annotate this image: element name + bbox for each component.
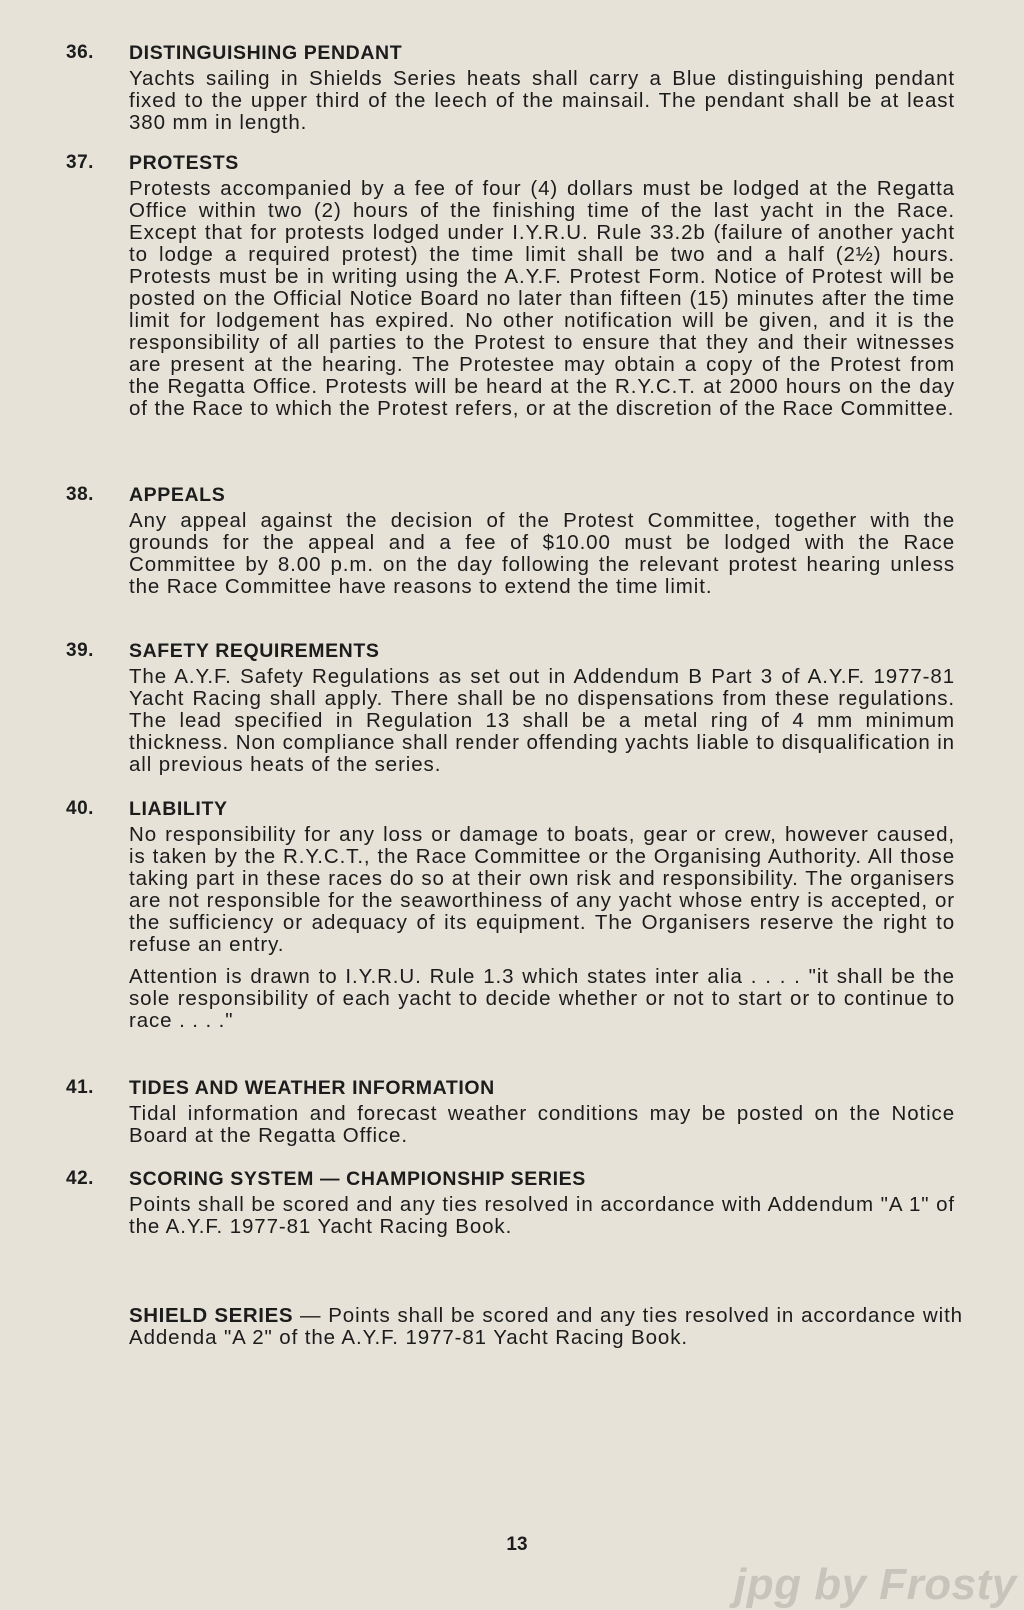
shield-series-paragraph [129, 1305, 963, 1349]
section-title: DISTINGUISHING PENDANT [129, 42, 403, 64]
section-title: LIABILITY [129, 798, 228, 820]
section-paragraph: Any appeal against the decision of the Protest Committee, together with the grounds for the appeal and a fee of $10.00 must be lodged with the Race Committee by 8.00 p.m. on the day following the relevant protest hearing unless the Race Committee have reasons to extend the time limit. [129, 509, 955, 598]
section-number: 38. [66, 484, 94, 505]
section-paragraph: Protests accompanied by a fee of four (4) dollars must be lodged at the Regatta Office within two (2) hours of the finishing time of the last yacht in the Race. Except that for protests lodged under I.Y.R.U. Rule 33.2b (failure of another yacht to lodge a required protest) the time limit shall be two and a half (2½) hours. Protests must be in writing using the A.Y.F. Protest Form. Notice of Protest will be posted on the Official Notice Board no later than fifteen (15) minutes after the time limit for lodgement has expired. No other notification will be given, and it is the responsibility of all parties to the Protest to ensure that they and their witnesses are present at the hearing. The Protestee may obtain a copy of the Protest from the Regatta Office. Protests will be heard at the R.Y.C.T. at 2000 hours on the day of the Race to which the Protest refers, or at the discretion of the Race Committee. [129, 177, 955, 420]
section-paragraph: Attention is drawn to I.Y.R.U. Rule 1.3 which states inter alia . . . . "it shall be the sole responsibility of each yacht to decide whether or not to start or to continue to race . . . ." [129, 965, 955, 1032]
section-title: APPEALS [129, 484, 226, 506]
section-title: SAFETY REQUIREMENTS [129, 640, 380, 662]
section-number: 36. [66, 42, 94, 63]
section-appeals [0, 484, 1024, 598]
shield-series-label: SHIELD SERIES [129, 1303, 294, 1327]
section-number: 39. [66, 640, 94, 661]
section-title: PROTESTS [129, 152, 239, 174]
section-title: TIDES AND WEATHER INFORMATION [129, 1077, 495, 1099]
section-tides-and-weather [0, 1077, 1024, 1147]
section-distinguishing-pendant [0, 42, 1024, 134]
section-number: 41. [66, 1077, 94, 1098]
section-scoring-system [0, 1168, 1024, 1238]
section-paragraph: No responsibility for any loss or damage to boats, gear or crew, however caused, is taken by the R.Y.C.T., the Race Committee or the Organising Authority. All those taking part in these races do so at their own risk and responsibility. The organisers are not responsible for the seaworthiness of any yacht whose entry is accepted, or the sufficiency or adequacy of its equipment. The Organisers reserve the right to refuse an entry. [129, 823, 955, 956]
section-number: 37. [66, 152, 94, 173]
page-number: 13 [506, 1534, 528, 1555]
section-title: SCORING SYSTEM — CHAMPIONSHIP SERIES [129, 1168, 586, 1190]
shield-series-text: — Points shall be scored and any ties resolved in accordance with Addenda "A 2" of the A.Y.F. 1977-81 Yacht Racing Book. [129, 1303, 963, 1349]
section-number: 40. [66, 798, 94, 819]
section-protests [0, 152, 1024, 420]
section-liability [0, 798, 1024, 1032]
section-paragraph: Points shall be scored and any ties resolved in accordance with Addendum "A 1" of the A.Y.F. 1977-81 Yacht Racing Book. [129, 1193, 955, 1238]
section-paragraph: Tidal information and forecast weather conditions may be posted on the Notice Board at the Regatta Office. [129, 1102, 955, 1147]
section-number: 42. [66, 1168, 94, 1189]
section-paragraph: Yachts sailing in Shields Series heats shall carry a Blue distinguishing pendant fixed to the upper third of the leech of the mainsail. The pendant shall be at least 380 mm in length. [129, 67, 955, 134]
section-safety-requirements [0, 640, 1024, 776]
watermark-text: jpg by Frosty [734, 1560, 1017, 1609]
section-paragraph: The A.Y.F. Safety Regulations as set out in Addendum B Part 3 of A.Y.F. 1977-81 Yacht Racing shall apply. There shall be no dispensations from these regulations. The lead specified in Regulation 13 shall be a metal ring of 4 mm minimum thickness. Non compliance shall render offending yachts liable to disqualification in all previous heats of the series. [129, 665, 955, 776]
